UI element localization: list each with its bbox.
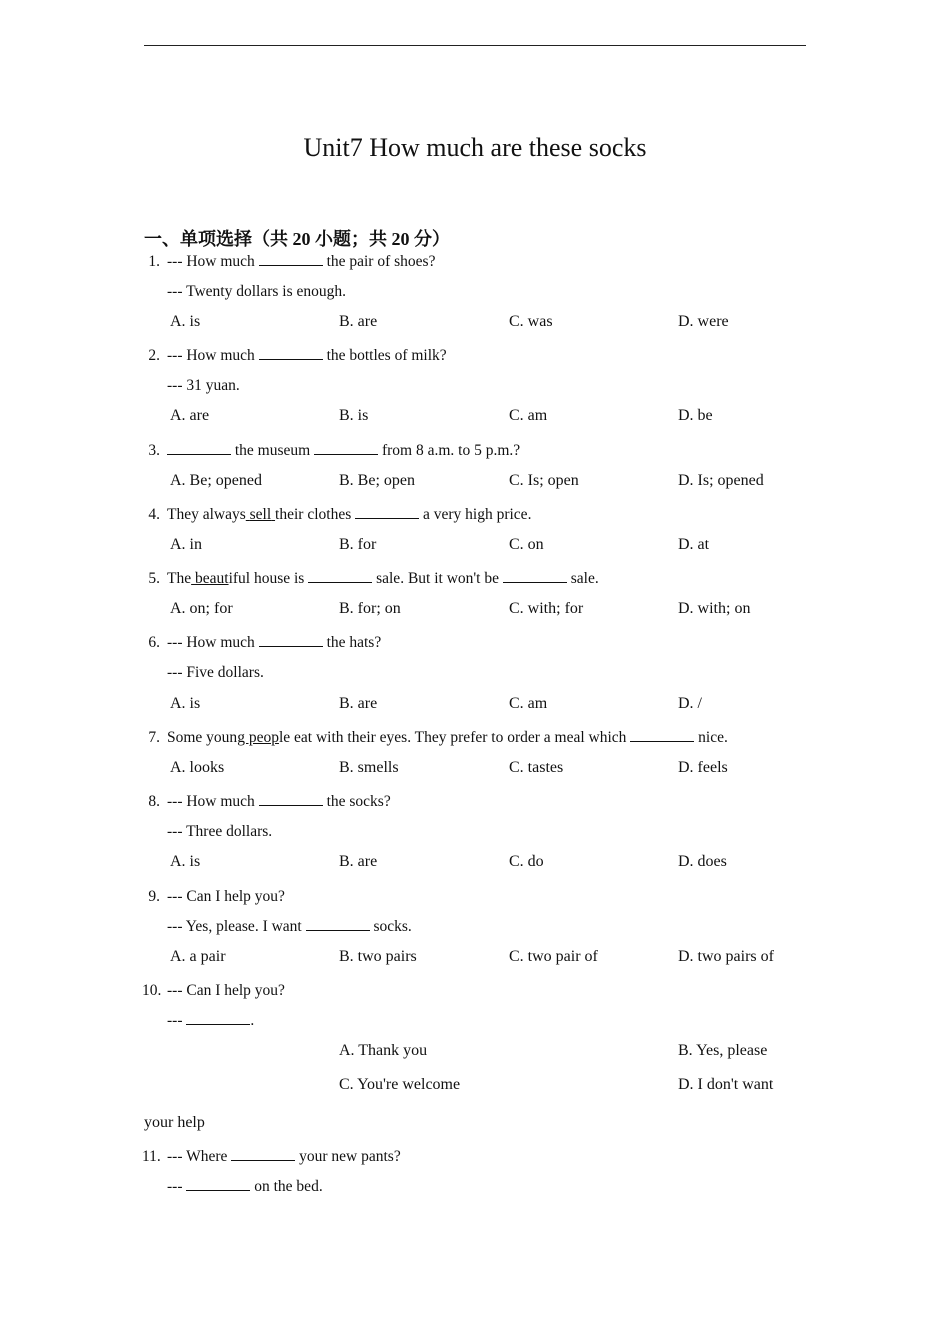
option-b[interactable]: B. for; on: [339, 600, 401, 617]
answer-blank: [306, 918, 370, 931]
question-text: They always sell their clothes a very high price.: [167, 506, 532, 523]
question-reply: --- .: [167, 1012, 255, 1029]
option-b[interactable]: B. Yes, please: [678, 1042, 768, 1059]
option-d[interactable]: D. with; on: [678, 600, 751, 617]
question-reply: --- on the bed.: [167, 1178, 323, 1195]
option-a[interactable]: A. in: [170, 536, 202, 553]
question-text: --- How much the hats?: [167, 634, 382, 651]
question-number: 1.: [148, 253, 160, 270]
option-d[interactable]: D. /: [678, 695, 702, 712]
question-text: --- How much the bottles of milk?: [167, 347, 447, 364]
option-b[interactable]: B. smells: [339, 759, 399, 776]
option-a[interactable]: A. is: [170, 853, 201, 870]
question-reply: --- Twenty dollars is enough.: [167, 283, 346, 300]
option-b[interactable]: B. are: [339, 313, 378, 330]
option-d[interactable]: D. be: [678, 407, 713, 424]
option-b[interactable]: B. Be; open: [339, 472, 415, 489]
option-d[interactable]: D. Is; opened: [678, 472, 764, 489]
option-c[interactable]: C. You're welcome: [339, 1076, 461, 1093]
option-c[interactable]: C. on: [509, 536, 544, 553]
question-number: 10.: [142, 982, 162, 999]
answer-blank: [259, 253, 323, 266]
option-c[interactable]: C. Is; open: [509, 472, 579, 489]
question-text: Some young people eat with their eyes. They prefer to order a meal which nice.: [167, 729, 728, 746]
option-c[interactable]: C. am: [509, 695, 548, 712]
option-d[interactable]: D. two pairs of: [678, 948, 774, 965]
question-reply: --- Yes, please. I want socks.: [167, 918, 412, 935]
option-d[interactable]: D. at: [678, 536, 710, 553]
option-a[interactable]: A. Thank you: [339, 1042, 428, 1059]
option-a[interactable]: A. a pair: [170, 948, 226, 965]
question-reply: --- Five dollars.: [167, 664, 264, 681]
option-a[interactable]: A. are: [170, 407, 210, 424]
option-a[interactable]: A. Be; opened: [170, 472, 262, 489]
question-number: 8.: [148, 793, 160, 810]
question-text: --- How much the socks?: [167, 793, 391, 810]
answer-blank: [503, 570, 567, 583]
question-number: 11.: [142, 1148, 161, 1165]
question-text: --- Can I help you?: [167, 888, 285, 905]
section-heading: 一、单项选择（共 20 小题；共 20 分）: [144, 229, 450, 249]
option-d[interactable]: D. feels: [678, 759, 728, 776]
answer-blank: [259, 347, 323, 360]
option-a[interactable]: A. on; for: [170, 600, 233, 617]
option-a[interactable]: A. is: [170, 695, 201, 712]
option-b[interactable]: B. are: [339, 853, 378, 870]
answer-blank: [314, 442, 378, 455]
answer-blank: [167, 442, 231, 455]
question-number: 7.: [148, 729, 160, 746]
option-d-continuation: your help: [144, 1114, 205, 1131]
answer-blank: [186, 1178, 250, 1191]
option-c[interactable]: C. two pair of: [509, 948, 598, 965]
option-c[interactable]: C. am: [509, 407, 548, 424]
question-number: 4.: [148, 506, 160, 523]
question-text: --- How much the pair of shoes?: [167, 253, 436, 270]
answer-blank: [355, 506, 419, 519]
question-reply: --- 31 yuan.: [167, 377, 240, 394]
question-text: the museum from 8 a.m. to 5 p.m.?: [167, 442, 520, 460]
question-text: --- Can I help you?: [167, 982, 285, 999]
question-number: 6.: [148, 634, 160, 651]
option-c[interactable]: C. do: [509, 853, 544, 870]
answer-blank: [308, 570, 372, 583]
question-number: 3.: [148, 442, 160, 459]
option-a[interactable]: A. looks: [170, 759, 225, 776]
option-d[interactable]: D. were: [678, 313, 729, 330]
answer-blank: [186, 1012, 250, 1025]
question-number: 5.: [148, 570, 160, 587]
option-b[interactable]: B. for: [339, 536, 377, 553]
question-number: 2.: [148, 347, 160, 364]
option-b[interactable]: B. two pairs: [339, 948, 417, 965]
option-d[interactable]: D. I don't want: [678, 1076, 774, 1093]
answer-blank: [231, 1148, 295, 1161]
question-number: 9.: [148, 888, 160, 905]
option-c[interactable]: C. tastes: [509, 759, 564, 776]
option-c[interactable]: C. with; for: [509, 600, 584, 617]
answer-blank: [259, 793, 323, 806]
page-title: Unit7 How much are these socks: [303, 133, 647, 162]
answer-blank: [259, 634, 323, 647]
answer-blank: [630, 729, 694, 742]
option-a[interactable]: A. is: [170, 313, 201, 330]
option-b[interactable]: B. are: [339, 695, 378, 712]
option-d[interactable]: D. does: [678, 853, 727, 870]
header-rule: [144, 45, 806, 46]
option-c[interactable]: C. was: [509, 313, 553, 330]
option-b[interactable]: B. is: [339, 407, 369, 424]
question-text: --- Where your new pants?: [167, 1148, 401, 1165]
question-text: The beautiful house is sale. But it won't be sale.: [167, 570, 599, 587]
question-reply: --- Three dollars.: [167, 823, 273, 840]
